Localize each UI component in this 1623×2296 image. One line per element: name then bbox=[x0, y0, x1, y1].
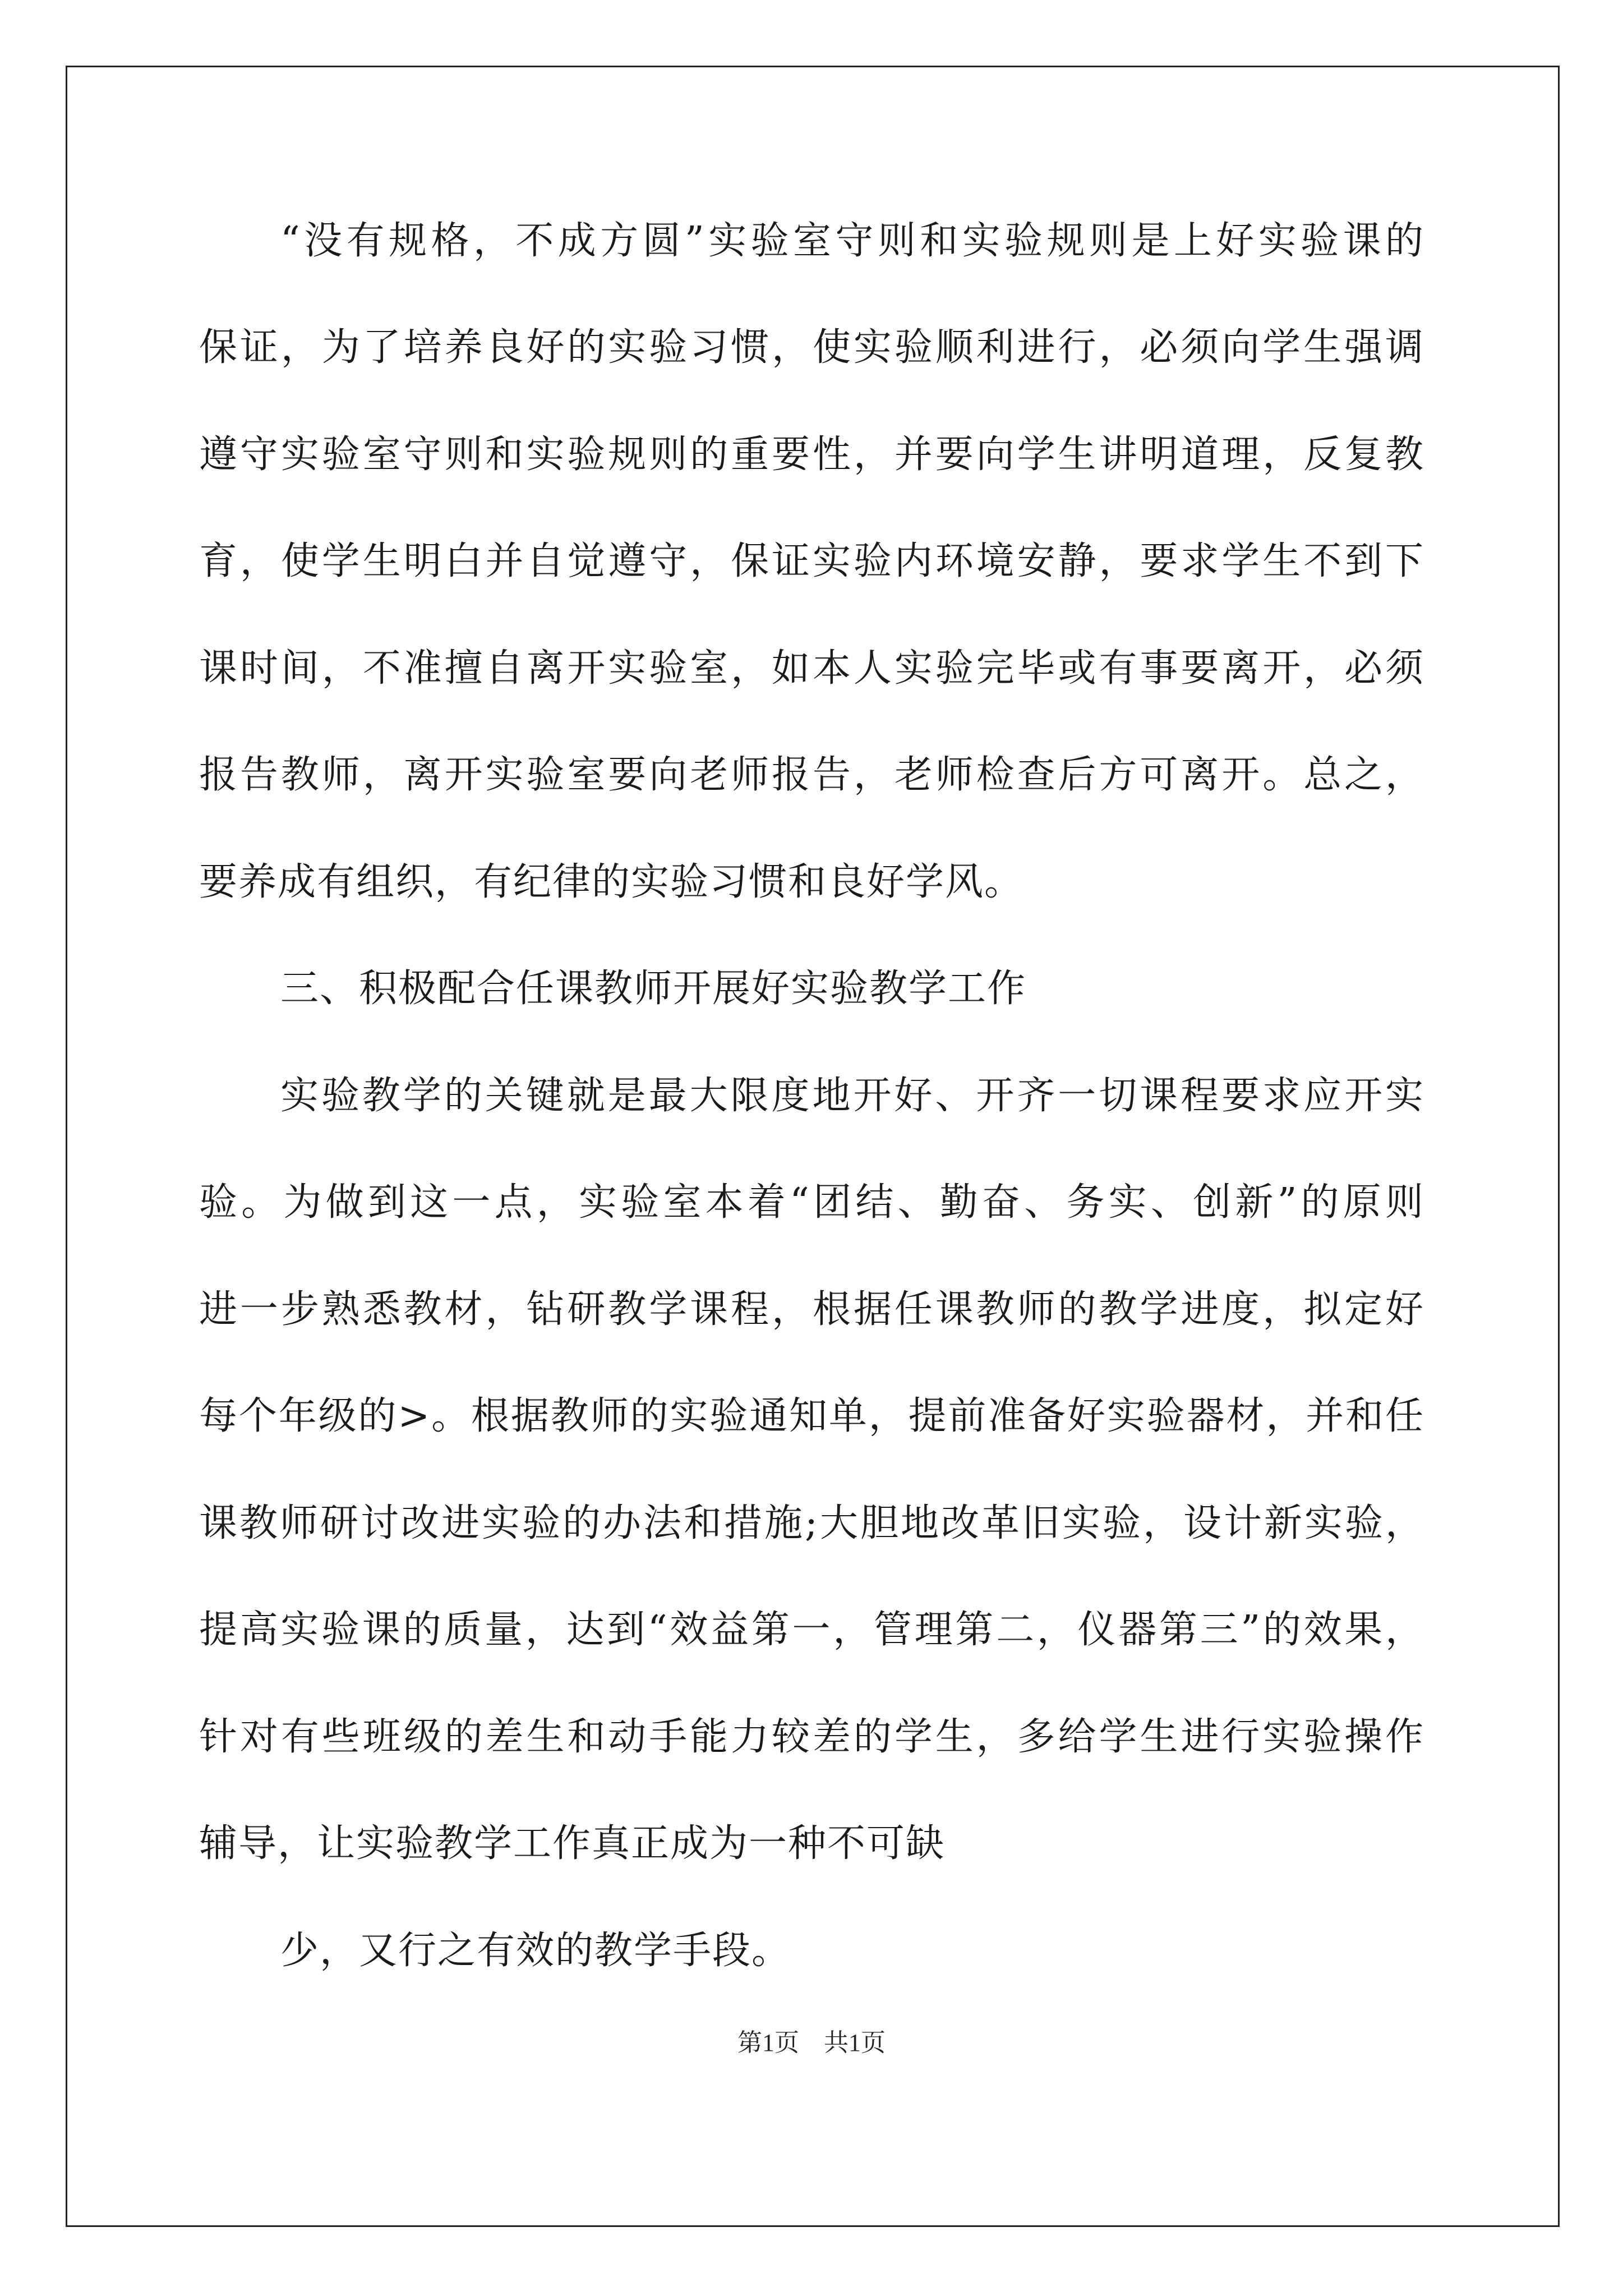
paragraph-line: 少，又行之有效的教学手段。 bbox=[280, 1929, 791, 1973]
paragraph-line: 提高实验课的质量，达到“效益第一，管理第二，仪器第三”的效果， bbox=[199, 1608, 1424, 1652]
paragraph-line: 每个年级的>。根据教师的实验通知单，提前准备好实验器材，并和任 bbox=[199, 1394, 1424, 1438]
page-border bbox=[66, 66, 1560, 2227]
paragraph-line: 验。为做到这一点，实验室本着“团结、勤奋、务实、创新”的原则 bbox=[199, 1180, 1424, 1225]
paragraph-line: 课时间，不准擅自离开实验室，如本人实验完毕或有事要离开，必须 bbox=[199, 646, 1424, 691]
paragraph-line: 辅导，让实验教学工作真正成为一种不可缺 bbox=[199, 1821, 946, 1866]
paragraph-line: 针对有些班级的差生和动手能力较差的学生，多给学生进行实验操作 bbox=[199, 1715, 1424, 1759]
page-number: 第1页 共1页 bbox=[737, 2029, 886, 2056]
paragraph-line: 遵守实验室守则和实验规则的重要性，并要向学生讲明道理，反复教 bbox=[199, 432, 1424, 477]
paragraph-line: 育，使学生明白并自觉遵守，保证实验内环境安静，要求学生不到下 bbox=[199, 539, 1424, 583]
section-heading: 三、积极配合任课教师开展好实验教学工作 bbox=[280, 967, 1027, 1011]
paragraph-line: “没有规格，不成方圆”实验室守则和实验规则是上好实验课的 bbox=[280, 219, 1424, 263]
paragraph-line: 保证，为了培养良好的实验习惯，使实验顺利进行，必须向学生强调 bbox=[199, 325, 1424, 370]
paragraph-line: 进一步熟悉教材，钻研教学课程，根据任课教师的教学进度，拟定好 bbox=[199, 1287, 1424, 1332]
paragraph-line: 实验教学的关键就是最大限度地开好、开齐一切课程要求应开实 bbox=[280, 1074, 1424, 1118]
paragraph-line: 报告教师，离开实验室要向老师报告，老师检查后方可离开。总之， bbox=[199, 753, 1424, 797]
paragraph-line: 课教师研讨改进实验的办法和措施;大胆地改革旧实验，设计新实验， bbox=[199, 1501, 1424, 1545]
paragraph-line: 要养成有组织，有纪律的实验习惯和良好学风。 bbox=[199, 860, 1024, 904]
